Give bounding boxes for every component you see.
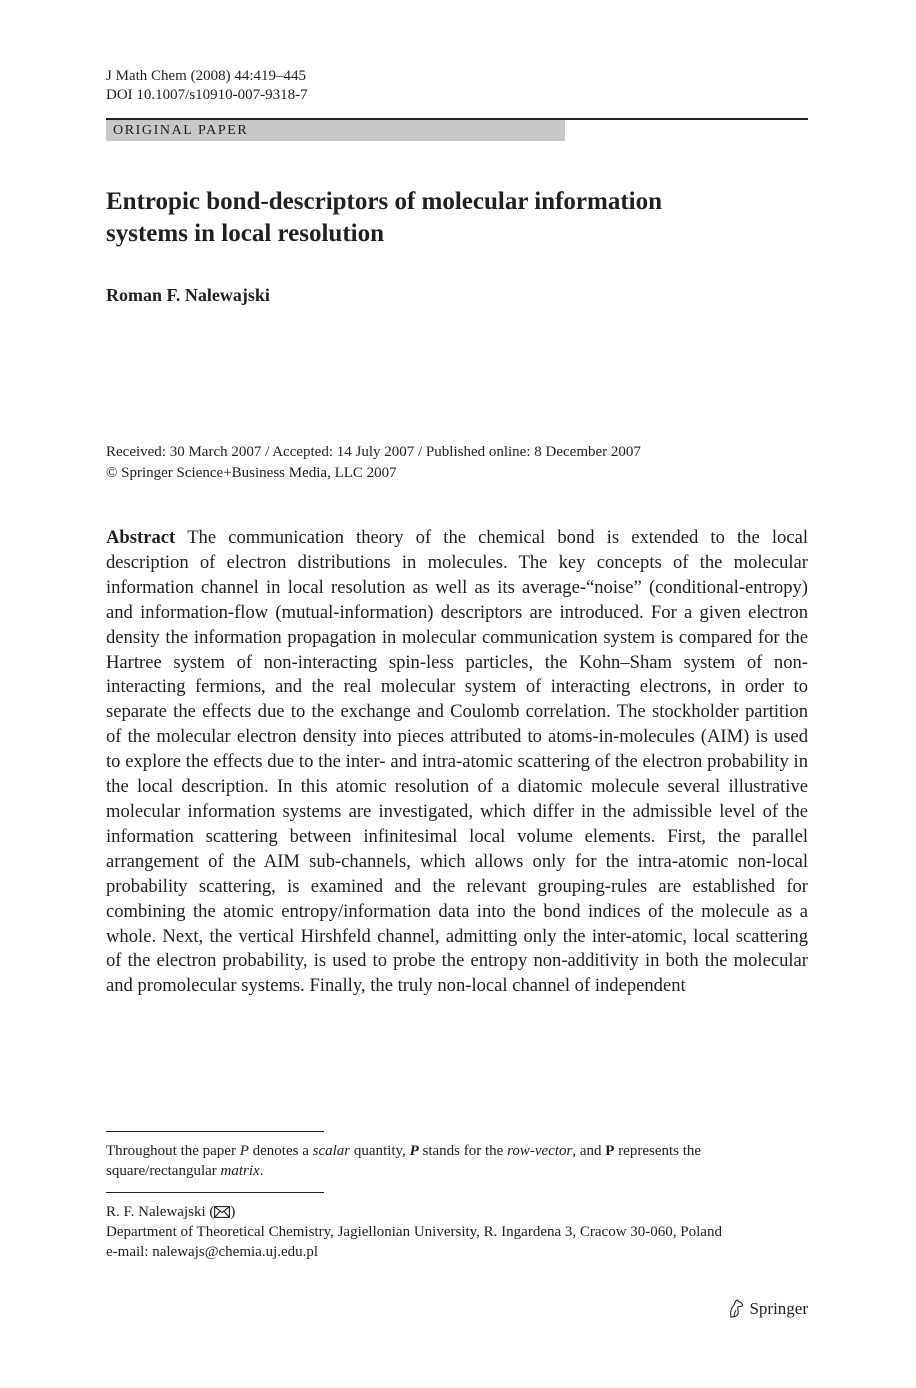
author-email: e-mail: nalewajs@chemia.uj.edu.pl — [106, 1244, 319, 1260]
row-vector-word: row-vector — [507, 1143, 573, 1159]
footnote-text: represents the square/rectangular — [106, 1143, 702, 1179]
footnote-text: stands for the — [418, 1143, 508, 1159]
matrix-word: matrix — [220, 1163, 260, 1179]
publisher-logo — [728, 1298, 808, 1320]
title-line-2: systems in local resolution — [106, 220, 385, 247]
title-line-1: Entropic bond-descriptors of molecular information — [106, 188, 663, 215]
received-accepted-dates: Received: 30 March 2007 / Accepted: 14 July 2007 / Published online: 8 December 2007 — [106, 444, 641, 460]
doi: DOI 10.1007/s10910-007-9318-7 — [106, 87, 308, 103]
article-category-banner: ORIGINAL PAPER — [106, 120, 565, 141]
footnote-text: Throughout the paper — [106, 1143, 240, 1159]
envelope-icon — [214, 1206, 230, 1218]
journal-reference — [106, 67, 308, 105]
footnote-text: denotes a — [248, 1143, 313, 1159]
footnote-rule — [106, 1131, 324, 1132]
department-address: Department of Theoretical Chemistry, Jagiellonian University, R. Ingardena 3, Cracow 30-060, Poland — [106, 1224, 722, 1240]
article-title — [106, 186, 806, 250]
springer-horse-icon — [728, 1299, 744, 1319]
notation-footnote — [106, 1141, 808, 1181]
abstract — [106, 526, 808, 999]
row-vector-symbol: P — [409, 1143, 419, 1159]
affiliation-rule — [106, 1192, 324, 1193]
publication-history — [106, 442, 641, 484]
scalar-word: scalar — [312, 1143, 351, 1159]
footnote-text: quantity, — [350, 1143, 410, 1159]
footnote-text: , and — [572, 1143, 606, 1159]
footnote-text: . — [259, 1163, 264, 1179]
author-name: Roman F. Nalewajski — [106, 285, 270, 305]
copyright-notice: © Springer Science+Business Media, LLC 2007 — [106, 465, 397, 481]
corresponding-author-close: ) — [230, 1204, 236, 1220]
corresponding-author — [106, 1202, 808, 1222]
corresponding-author-name: R. F. Nalewajski ( — [106, 1204, 215, 1220]
scalar-symbol: P — [239, 1143, 249, 1159]
abstract-label: Abstract — [106, 527, 176, 548]
journal-citation: J Math Chem (2008) 44:419–445 — [106, 68, 306, 84]
author-affiliation — [106, 1202, 808, 1262]
publisher-name: Springer — [749, 1299, 808, 1318]
matrix-symbol: P — [605, 1143, 615, 1159]
abstract-text: The communication theory of the chemical bond is extended to the local description of electron distributions in molecules. The key concepts of the molecular information channel in local resolution as well as its average-“noise” (conditional-entropy) and information-flow (mutual-information) descriptors are introduced. For a given electron density the information propagation in molecular communication system is compared for the Hartree system of non-interacting spin-less particles, the Kohn–Sham system of non-interacting fermions, and the real molecular system of interacting electrons, in order to separate the effects due to the exchange and Coulomb correlation. The stockholder partition of the molecular electron density into pieces attributed to atoms-in-molecules (AIM) is used to explore the effects due to the inter- and intra-atomic scattering of the electron probability in the local description. In this atomic resolution of a diatomic molecule several illustrative molecular information systems are investigated, which differ in the admissible level of the information scattering between infinitesimal local volume elements. First, the parallel arrangement of the AIM sub-channels, which allows only for the intra-atomic non-local probability scattering, is examined and the relevant grouping-rules are established for combining the atomic entropy/information data into the bond indices of the molecule as a whole. Next, the vertical Hirshfeld channel, admitting only the inter-atomic, local scattering of the electron probability, is used to probe the entropy non-additivity in both the molecular and promolecular systems. Finally, the truly non-local channel of independent — [106, 527, 808, 997]
